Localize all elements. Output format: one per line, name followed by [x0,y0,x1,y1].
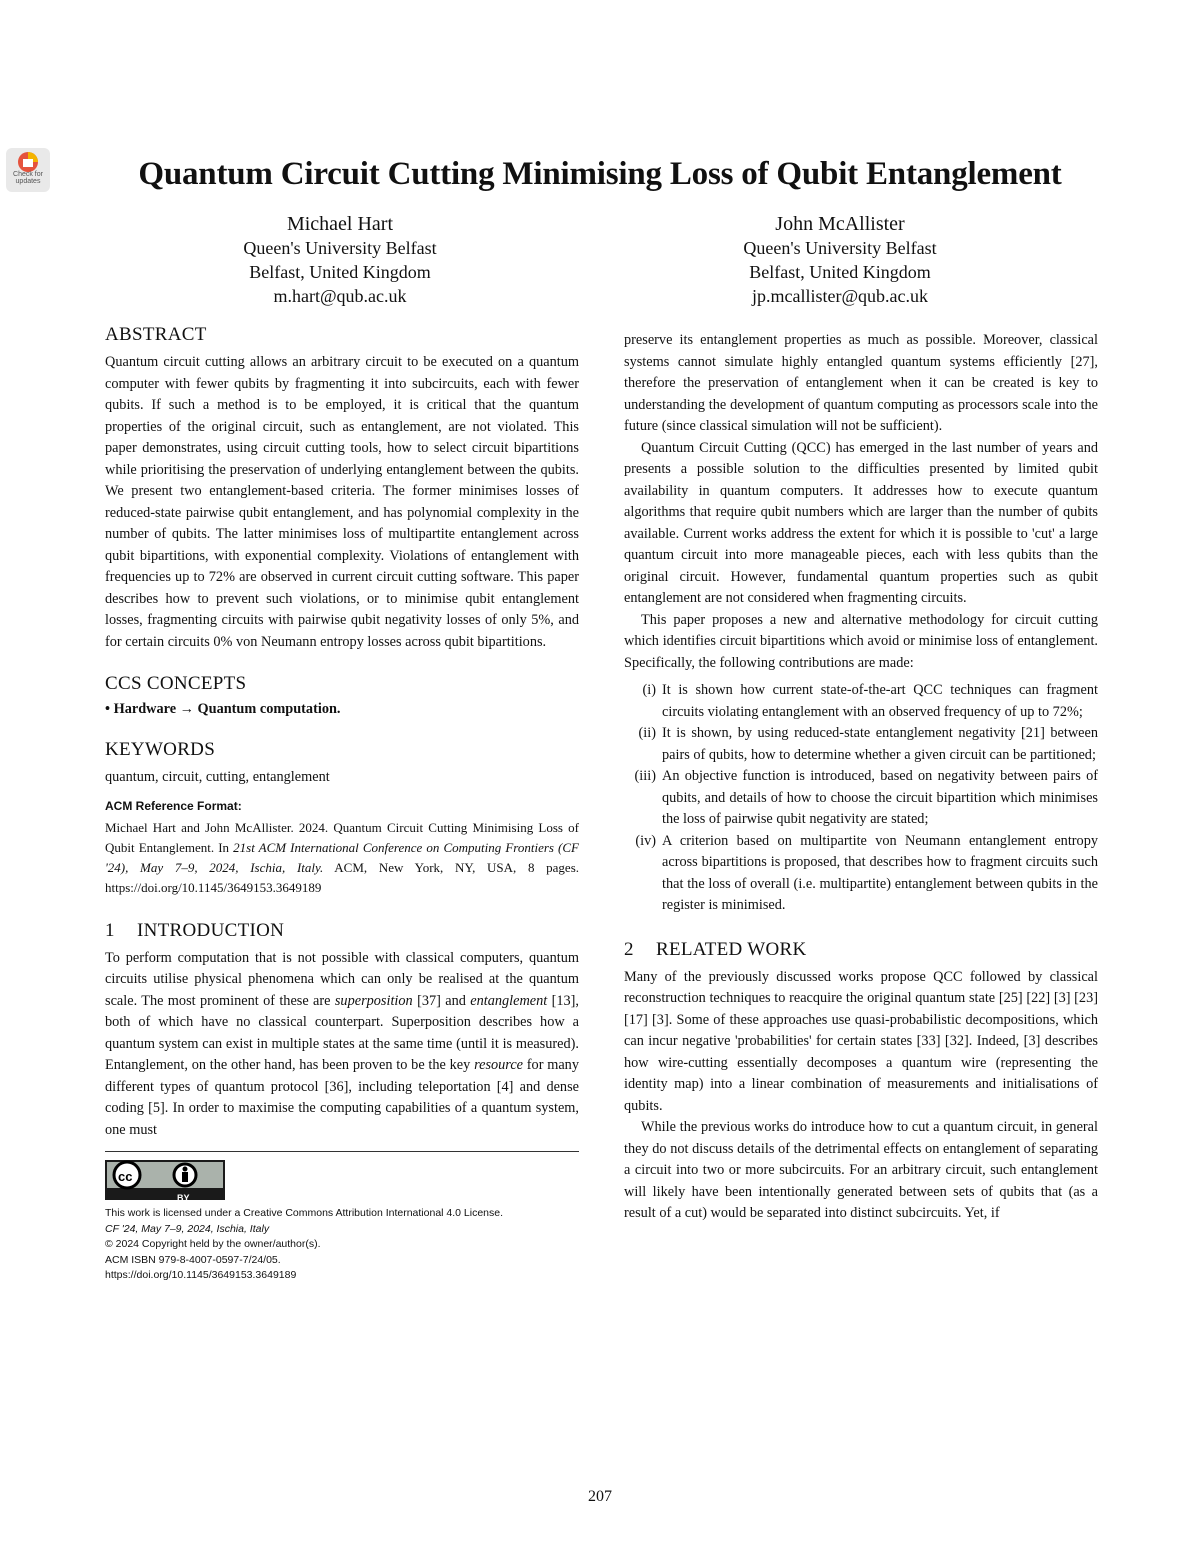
section-title: INTRODUCTION [137,919,285,941]
cc-by-license-icon[interactable] [105,1160,225,1203]
section-number: 1 [105,919,115,941]
list-text: A criterion based on multipartite von Neumann entanglement entropy across bipartitions is proposed, that describes how to fragment circuits such that the loss of overall (i.e. multipartite) entanglement between qubits in the register is minimised. [662,832,1098,913]
doi-link[interactable]: https://doi.org/10.1145/3649153.3649189 [105,1269,297,1281]
author-name: John McAllister [775,213,905,235]
copyright-line: © 2024 Copyright held by the owner/author(s). [105,1238,321,1250]
intro-paragraph-2: preserve its entanglement properties as much as possible. Moreover, classical systems cannot simulate highly entangled quantum systems efficiently [27], therefore the preservation of entanglement when it can be created is key to understanding the development of quantum computing as processors scale into the future (since classical simulation will not be sufficient). [624,332,1098,434]
emphasis-entanglement: entanglement [470,992,548,1009]
abstract-heading: ABSTRACT [105,324,207,345]
author-email[interactable]: m.hart@qub.ac.uk [273,286,407,306]
keywords-text: quantum, circuit, cutting, entanglement [105,768,330,785]
list-item [624,723,1098,766]
emphasis-superposition: superposition [334,992,413,1009]
reference-heading: ACM Reference Format: [105,799,242,813]
keywords-heading: KEYWORDS [105,738,216,760]
author-location: Belfast, United Kingdom [749,262,931,282]
abstract-text: Quantum circuit cutting allows an arbitrary circuit to be executed on a quantum computer with fewer qubits by fragmenting it into subcircuits, each with fewer qubits. If such a method is to be employed, it is critical that the quantum properties of the original circuit, such as entanglement, are not violated. This paper demonstrates, using circuit cutting tools, how to select circuit bipartitions while prioritising the preservation of underlying entanglement between the qubits. We present two entanglement-based criteria. The former minimises losses of reduced-state pairwise qubit entanglement, and has polynomial complexity in the number of qubits. The latter minimises loss of multipartite entanglement across qubit bipartitions, with exponential complexity. Violations of entanglement with frequencies up to 72% are observed in current circuit cutting software. This paper describes how to prevent such violations, or to minimise qubit entanglement losses, fragmenting circuits with pairwise qubit negativity losses of only 5%, and for certain circuits 0% von Neumann entropy losses across qubit bipartitions. [105,354,579,650]
text-run: To perform computation that is not possible with classical computers, quantum circuits utilise physical phenomena which can only be realised at the quantum scale. The most prominent of these are [105,949,579,1009]
section-number: 2 [624,938,634,960]
reference-text [105,818,579,898]
author-location: Belfast, United Kingdom [249,262,431,282]
list-item [624,680,1098,723]
author-block-2 [640,212,1040,308]
intro-paragraph-3: Quantum Circuit Cutting (QCC) has emerged in the last number of years and presents a possible solution to the difficulties presented by limited qubit availability in quantum computers. It addresses how to execute quantum algorithms that require qubit numbers which are larger than the number of qubits available. Current works address the extent for which it is possible to 'cut' a large quantum circuit into more manageable pieces, each with less qubits than the original circuit. However, fundamental quantum properties such as qubit entanglement are not considered when fragmenting circuits. [624,439,1098,606]
footnote-rule [105,1151,579,1152]
ccs-heading: CCS CONCEPTS [105,673,247,694]
related-work-heading [624,937,1098,963]
list-text: An objective function is introduced, based on negativity between pairs of qubits, and details of how to choose the circuit bipartition which minimises the loss of pairwise qubit negativity are stated; [662,768,1098,827]
emphasis-resource: resource [474,1057,524,1073]
author-affiliation: Queen's University Belfast [743,238,937,258]
list-label: (ii) [638,725,656,741]
author-name: Michael Hart [286,213,394,235]
section-title: RELATED WORK [656,938,807,960]
list-label: (iii) [634,768,656,784]
check-for-updates-label: Check for updates [13,171,43,185]
reference-venue: 21st ACM International Conference on Computing Frontiers (CF '24), May 7–9, 2024, Ischia, Italy. [105,839,579,875]
intro-heading [105,918,579,944]
by-label: BY [177,1193,190,1203]
right-column [624,330,1098,1225]
text-run: [13], both of which have no classical counterpart. Superposition describes how a quantum system can exist in multiple states at the same time (until it is measured). Entanglement, on the other hand, has been proven to be the key [105,992,580,1073]
author-affiliation: Queen's University Belfast [243,238,437,258]
license-line: This work is licensed under a Creative Commons Attribution International 4.0 License. [105,1207,504,1219]
list-item [624,766,1098,831]
ccs-concepts: • Hardware → Quantum computation. [105,701,341,717]
isbn-line: ACM ISBN 979-8-4007-0597-7/24/05. [105,1253,281,1266]
author-email[interactable]: jp.mcallister@qub.ac.uk [751,286,929,306]
page-number: 207 [588,1488,612,1505]
list-label: (iv) [635,832,656,849]
contributions-list [624,680,1098,917]
author-block-1 [140,212,540,308]
paper-title: Quantum Circuit Cutting Minimising Loss of Qubit Entanglement [138,156,1062,192]
list-text: It is shown, by using reduced-state entanglement negativity [21] between pairs of qubits, how to determine whether a given circuit can be partitioned; [662,725,1098,763]
list-text: It is shown how current state-of-the-art QCC techniques can fragment circuits violating entanglement with an observed frequency of up to 72%; [662,682,1098,720]
cc-symbol: cc [118,1169,133,1184]
related-paragraph-2: While the previous works do introduce how to cut a quantum circuit, in general they do not discuss details of the detrimental effects on entanglement of separating a circuit into two or more subcircuits. For an arbitrary circuit, such entanglement will likely have been intentionally generated between sets of qubits that (as a result of a cut) would be separated into distinct subcircuits. Yet, if [624,1119,1098,1221]
conference-line: CF '24, May 7–9, 2024, Ischia, Italy [105,1222,270,1235]
reference-authors: Michael Hart and John McAllister. 2024. Quantum Circuit Cutting Minimising Loss of Qubit Entanglement. In [105,819,579,855]
intro-paragraph-1 [105,948,579,1142]
check-for-updates-icon[interactable] [4,146,52,194]
intro-paragraph-4: This paper proposes a new and alternative methodology for circuit cutting which identifies circuit bipartitions which avoid or minimise loss of entanglement. Specifically, the following contributions are made: [624,611,1098,671]
related-paragraph-1: Many of the previously discussed works propose QCC followed by classical reconstruction techniques to reacquire the original quantum state [25] [22] [3] [23] [17] [3]. Some of these approaches use quasi-probabilistic decompositions, which can incur negative 'probabilities' for certain states [33] [32]. Indeed, [3] describes how wire-cutting essentially decomposes a quantum wire (representing the identity map) into a linear combination of measurements and initialisations of qubits. [624,968,1098,1114]
reference-rest[interactable]: ACM, New York, NY, USA, 8 pages. https://doi.org/10.1145/3649153.3649189 [105,859,579,895]
list-item [624,831,1098,917]
text-run: [37] and [412,992,471,1009]
left-column [105,322,579,1284]
list-label: (i) [642,682,656,698]
license-notice [105,1206,579,1284]
text-run: for many different types of quantum protocol [36], including teleportation [4] and dense coding [5]. In order to maximise the computing capabilities of a quantum system, one must [105,1057,579,1138]
